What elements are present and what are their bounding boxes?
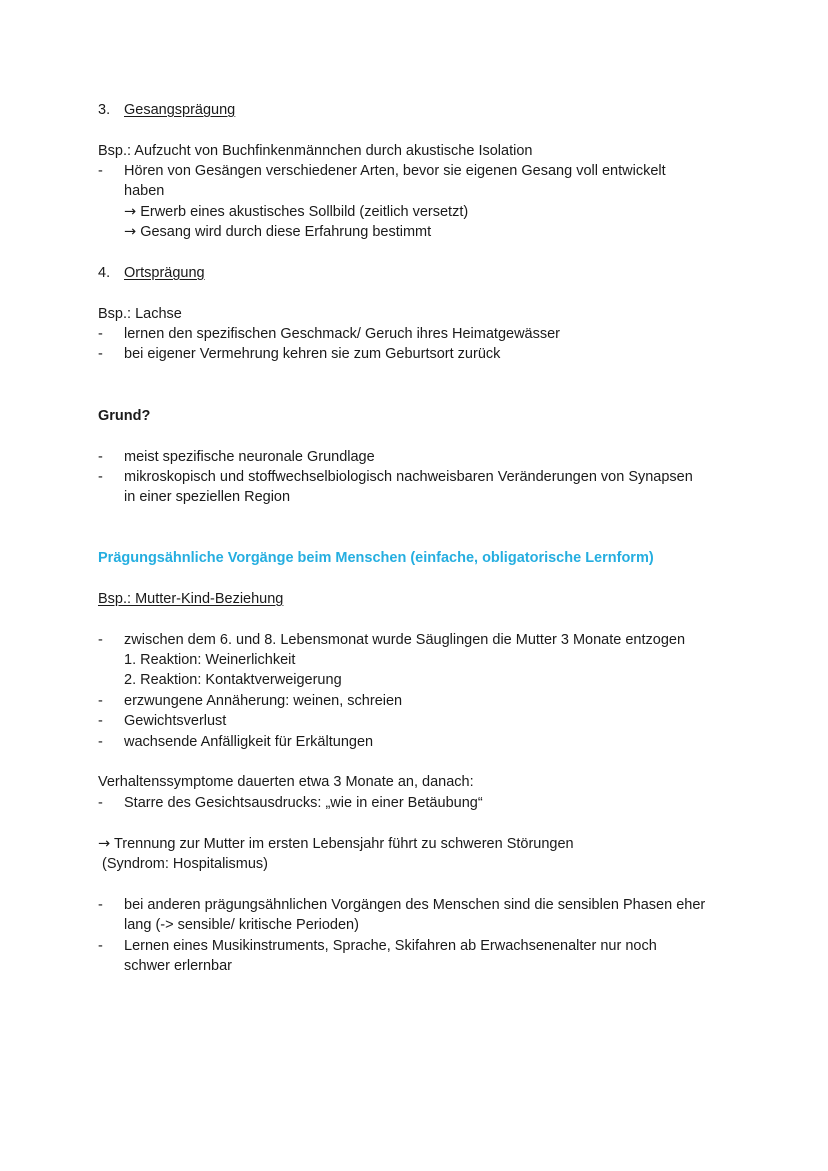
bullet-dash: - <box>98 326 103 342</box>
bullet-text-continued: schwer erlernbar <box>124 958 232 974</box>
bullet-text: wachsende Anfälligkeit für Erkältungen <box>124 734 374 750</box>
bullet-dash: - <box>98 469 103 485</box>
example-line: Bsp.: Lachse <box>98 306 182 322</box>
arrow-icon: → <box>124 224 137 240</box>
conclusion-text: Trennung zur Mutter im ersten Lebensjahr führt zu schweren Störungen <box>113 836 574 852</box>
bullet-dash: - <box>98 163 103 179</box>
bullet-text: bei anderen prägungsähnlichen Vorgängen des Menschen sind die sensiblen Phasen eher <box>124 897 706 913</box>
bullet-text-continued: haben <box>124 183 165 199</box>
reaction-line: 2. Reaktion: Kontaktverweigerung <box>124 672 342 688</box>
section-4-heading <box>98 263 205 283</box>
bullet-dash: - <box>98 734 103 750</box>
bullet-dash: - <box>98 713 103 729</box>
bullet-text: Lernen eines Musikinstruments, Sprache, Skifahren ab Erwachsenenalter nur noch <box>124 938 657 954</box>
grund-heading: Grund? <box>98 408 151 424</box>
bullet-dash: - <box>98 632 103 648</box>
arrow-icon: → <box>124 204 137 220</box>
conclusion-line-continued: (Syndrom: Hospitalismus) <box>102 856 268 872</box>
bullet-text: mikroskopisch und stoffwechselbiologisch nachweisbaren Veränderungen von Synapsen <box>124 469 693 485</box>
bullet-text: Starre des Gesichtsausdrucks: „wie in einer Betäubung“ <box>124 795 483 811</box>
example-line: Bsp.: Mutter-Kind-Beziehung <box>98 591 284 607</box>
bullet-dash: - <box>98 346 103 362</box>
section-title: Gesangsprägung <box>124 102 236 118</box>
section-number: 3. <box>98 102 111 118</box>
bullet-text: lernen den spezifischen Geschmack/ Geruch ihres Heimatgewässer <box>124 326 561 342</box>
bullet-text: zwischen dem 6. und 8. Lebensmonat wurde Säuglingen die Mutter 3 Monate entzogen <box>124 632 686 648</box>
reaction-line: 1. Reaktion: Weinerlichkeit <box>124 652 296 668</box>
bullet-text: bei eigener Vermehrung kehren sie zum Geburtsort zurück <box>124 346 501 362</box>
bullet-dash: - <box>98 795 103 811</box>
arrow-icon: → <box>98 836 111 852</box>
human-section-heading: Prägungsähnliche Vorgänge beim Menschen (einfache, obligatorische Lernform) <box>98 550 654 566</box>
arrow-line <box>124 202 468 222</box>
section-number: 4. <box>98 265 111 281</box>
bullet-text: meist spezifische neuronale Grundlage <box>124 449 375 465</box>
conclusion-line <box>98 834 574 854</box>
bullet-text: Hören von Gesängen verschiedener Arten, bevor sie eigenen Gesang voll entwickelt <box>124 163 666 179</box>
bullet-dash: - <box>98 449 103 465</box>
bullet-text: erzwungene Annäherung: weinen, schreien <box>124 693 403 709</box>
symptoms-intro: Verhaltenssymptome dauerten etwa 3 Monate an, danach: <box>98 774 474 790</box>
section-title: Ortsprägung <box>124 265 205 281</box>
arrow-text: Erwerb eines akustisches Sollbild (zeitlich versetzt) <box>140 204 469 220</box>
arrow-text: Gesang wird durch diese Erfahrung bestimmt <box>140 224 432 240</box>
bullet-dash: - <box>98 897 103 913</box>
bullet-text: Gewichtsverlust <box>124 713 227 729</box>
bullet-text-continued: lang (-> sensible/ kritische Perioden) <box>124 917 359 933</box>
arrow-line <box>124 222 431 242</box>
example-line: Bsp.: Aufzucht von Buchfinkenmännchen durch akustische Isolation <box>98 143 533 159</box>
bullet-text-continued: in einer speziellen Region <box>124 489 291 505</box>
section-3-heading <box>98 100 235 120</box>
bullet-dash: - <box>98 693 103 709</box>
bullet-dash: - <box>98 938 103 954</box>
